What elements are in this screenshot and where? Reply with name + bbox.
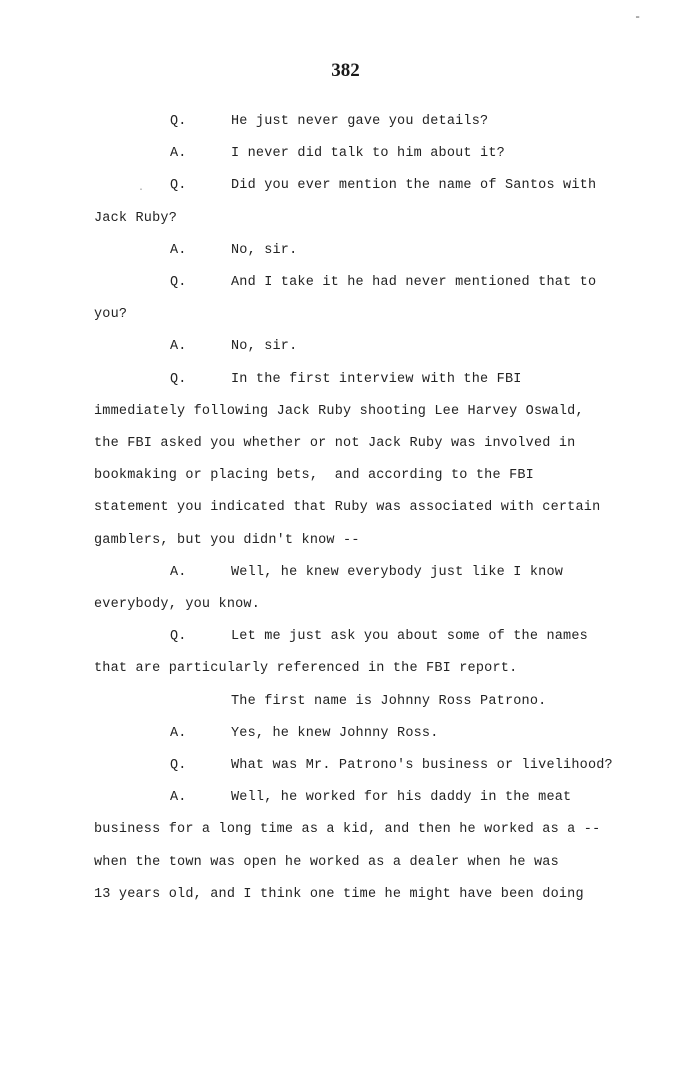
transcript-line: immediately following Jack Ruby shooting Lee Harvey Oswald, bbox=[94, 404, 584, 419]
transcript-line: when the town was open he worked as a dealer when he was bbox=[94, 855, 559, 870]
speaker-label: Q. bbox=[170, 178, 187, 193]
speaker-label: Q. bbox=[170, 758, 187, 773]
transcript-line: The first name is Johnny Ross Patrono. bbox=[231, 694, 547, 709]
transcript-line: statement you indicated that Ruby was associated with certain bbox=[94, 500, 601, 515]
transcript-line: Let me just ask you about some of the names bbox=[231, 629, 588, 644]
transcript-line: I never did talk to him about it? bbox=[231, 146, 505, 161]
transcript-line: business for a long time as a kid, and then he worked as a -- bbox=[94, 822, 601, 837]
speaker-label: Q. bbox=[170, 275, 187, 290]
speaker-label: A. bbox=[170, 790, 187, 805]
transcript-line: In the first interview with the FBI bbox=[231, 372, 522, 387]
transcript-line: gamblers, but you didn't know -- bbox=[94, 533, 360, 548]
speaker-label: A. bbox=[170, 565, 187, 580]
transcript-line: bookmaking or placing bets, and according to the FBI bbox=[94, 468, 534, 483]
transcript-line: Jack Ruby? bbox=[94, 211, 178, 226]
page-number: 382 bbox=[331, 60, 360, 81]
transcript-line: Well, he knew everybody just like I know bbox=[231, 565, 564, 580]
speaker-label: A. bbox=[170, 243, 187, 258]
stray-mark: · bbox=[138, 185, 145, 196]
speaker-label: A. bbox=[170, 726, 187, 741]
transcript-line: What was Mr. Patrono's business or livelihood? bbox=[231, 758, 613, 773]
transcript-line: that are particularly referenced in the FBI report. bbox=[94, 661, 518, 676]
transcript-line: No, sir. bbox=[231, 243, 298, 258]
speaker-label: A. bbox=[170, 146, 187, 161]
transcript-line: 13 years old, and I think one time he might have been doing bbox=[94, 887, 584, 902]
transcript-line: Well, he worked for his daddy in the meat bbox=[231, 790, 572, 805]
speaker-label: Q. bbox=[170, 629, 187, 644]
corner-mark: - bbox=[634, 10, 642, 24]
transcript-line: Did you ever mention the name of Santos with bbox=[231, 178, 597, 193]
transcript-line: No, sir. bbox=[231, 339, 298, 354]
transcript-line: the FBI asked you whether or not Jack Ruby was involved in bbox=[94, 436, 576, 451]
transcript-line: And I take it he had never mentioned that to bbox=[231, 275, 597, 290]
transcript-line: He just never gave you details? bbox=[231, 114, 489, 129]
transcript-line: you? bbox=[94, 307, 128, 322]
transcript-line: Yes, he knew Johnny Ross. bbox=[231, 726, 439, 741]
speaker-label: Q. bbox=[170, 114, 187, 129]
speaker-label: Q. bbox=[170, 372, 187, 387]
speaker-label: A. bbox=[170, 339, 187, 354]
transcript-line: everybody, you know. bbox=[94, 597, 261, 612]
